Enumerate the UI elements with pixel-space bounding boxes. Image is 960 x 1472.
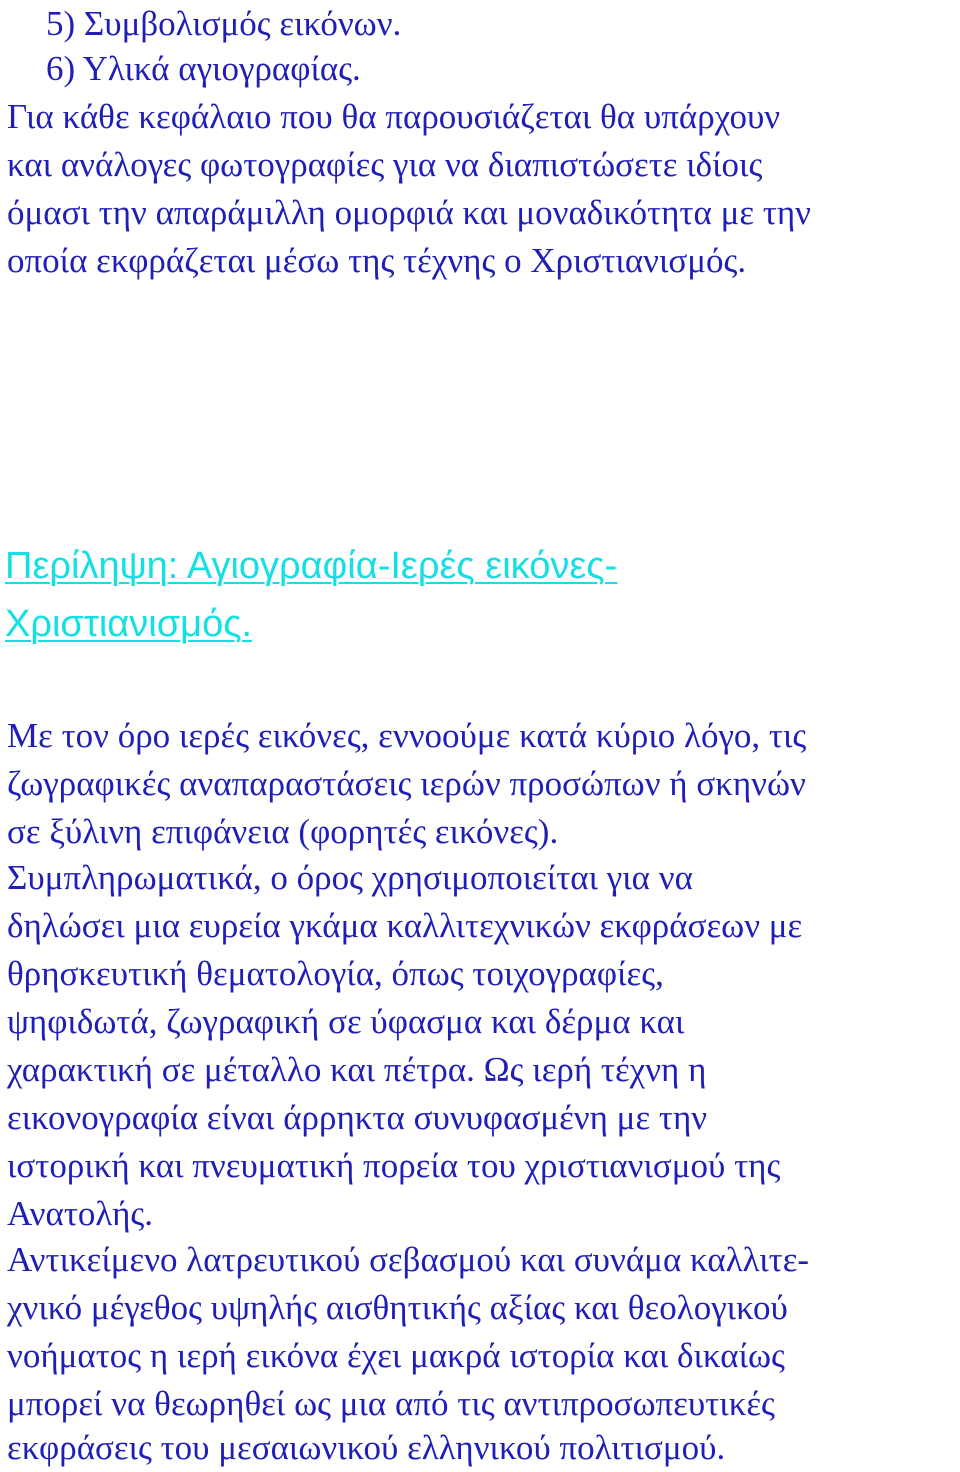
body-text-line: Με τον όρο ιερές εικόνες, εννοούμε κατά κύριο λόγο, τις xyxy=(7,716,807,755)
body-text-line: μπορεί να θεωρηθεί ως μια από τις αντιπροσωπευτικές xyxy=(7,1384,775,1423)
intro-text-line: όμασι την απαράμιλλη ομορφιά και μοναδικότητα με την xyxy=(7,193,811,232)
body-text-line: ζωγραφικές αναπαραστάσεις ιερών προσώπων ή σκηνών xyxy=(7,764,806,803)
body-text-line: Ανατολής. xyxy=(7,1194,153,1233)
body-text-line: Συμπληρωματικά, ο όρος χρησιμοποιείται για να xyxy=(7,858,693,897)
body-text-line: δηλώσει μια ευρεία γκάμα καλλιτεχνικών εκφράσεων με xyxy=(7,906,803,945)
body-text-line: Αντικείμενο λατρευτικού σεβασμού και συνάμα καλλιτε- xyxy=(7,1240,810,1279)
intro-text-line: οποία εκφράζεται μέσω της τέχνης ο Χριστιανισμός. xyxy=(7,241,747,280)
summary-link[interactable]: Χριστιανισμός. xyxy=(5,603,253,645)
body-text-line: εκφράσεις του μεσαιωνικού ελληνικού πολιτισμού. xyxy=(7,1428,726,1467)
list-item: 6) Υλικά αγιογραφίας. xyxy=(46,49,361,88)
body-text-line: ιστορική και πνευματική πορεία του χριστιανισμού της xyxy=(7,1146,781,1185)
summary-link[interactable]: Περίληψη: Αγιογραφία-Ιερές εικόνες- xyxy=(5,545,618,587)
body-text-line: χαρακτική σε μέταλλο και πέτρα. Ως ιερή τέχνη η xyxy=(7,1050,707,1089)
intro-text-line: Για κάθε κεφάλαιο που θα παρουσιάζεται θα υπάρχουν xyxy=(7,97,781,136)
body-text-line: εικονογραφία είναι άρρηκτα συνυφασμένη με την xyxy=(7,1098,708,1137)
body-text-line: νοήματος η ιερή εικόνα έχει μακρά ιστορία και δικαίως xyxy=(7,1336,785,1375)
body-text-line: ψηφιδωτά, ζωγραφική σε ύφασμα και δέρμα και xyxy=(7,1002,685,1041)
list-item: 5) Συμβολισμός εικόνων. xyxy=(46,4,402,43)
body-text-line: θρησκευτική θεματολογία, όπως τοιχογραφίες, xyxy=(7,954,664,993)
intro-text-line: και ανάλογες φωτογραφίες για να διαπιστώσετε ιδίοις xyxy=(7,145,763,184)
body-text-line: χνικό μέγεθος υψηλής αισθητικής αξίας και θεολογικού xyxy=(7,1288,788,1327)
body-text-line: σε ξύλινη επιφάνεια (φορητές εικόνες). xyxy=(7,812,559,851)
